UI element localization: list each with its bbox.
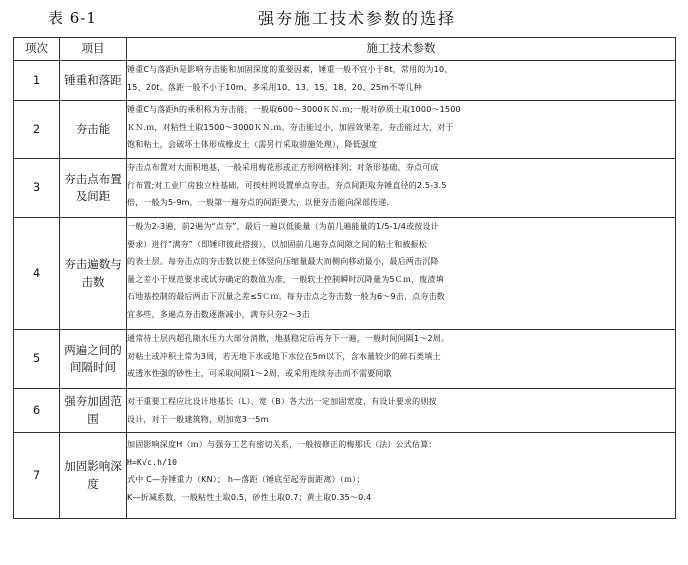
table-row [14, 389, 676, 433]
param-line: 饱和粘土，会破坏土体形成橡皮土（需另行采取措施处理），降低强度 [127, 140, 378, 149]
param-line: 15、20t。落距一般不小于10m，多采用10、13、15、18、20、25m不等几种 [127, 82, 422, 92]
table-number: 表 6-1 [48, 9, 97, 27]
param-line: 倍，一般为5-9m，一般第一遍夯点的间距要大，以便夯击能向深部传递. [127, 198, 390, 207]
row-params [127, 101, 676, 159]
row-params [127, 61, 676, 101]
table-row [14, 159, 676, 218]
param-line: 锤重C与落距h的乘积称为夯击能，一般取600～3000ＫＮ.ｍ;一般对砂质土取1000～1500 [127, 105, 461, 114]
row-params [127, 218, 676, 330]
row-number: 5 [14, 330, 60, 389]
table-row [14, 330, 676, 389]
column-header-no: 项次 [14, 38, 60, 61]
param-line: 行布置;对工业厂房独立柱基础，可按柱网设置单点夯击，夯点间距取夯锤直径的2.5-3.5 [127, 180, 447, 190]
row-item: 夯击遍数与击数 [60, 218, 127, 330]
row-number: 4 [14, 218, 60, 330]
table-row [14, 218, 676, 330]
param-line: 锤重C与落距h是影响夯击能和加固深度的重要因素，锤重一般不宜小于8t，常用的为10、 [127, 65, 453, 74]
row-number: 3 [14, 159, 60, 218]
formula-line: H=K√c.h/10 [127, 457, 178, 467]
row-params [127, 330, 676, 389]
parameters-table [13, 37, 676, 519]
param-line: 通常待土层内超孔隙水压力大部分消散，地基稳定后再夯下一遍，一般时间间隔1～2周。 [127, 334, 450, 343]
param-line: 设计，对于一般建筑物，则加宽3一5m [127, 414, 269, 424]
param-line: 一般为2-3遍，前2遍为“点夯”，最后一遍以低能量（为前几遍能量的1/5-1/4或按设计 [127, 222, 439, 231]
param-line: 式中 C—夯锤重力（KN）； h—落距（锤底至起夯面距离）（ｍ）； [127, 475, 365, 484]
param-line: 对于重要工程应比设计地基长（L）、宽（B）各大出一定加固宽度，有设计要求的则按 [127, 397, 437, 406]
row-item: 强夯加固范围 [60, 389, 127, 433]
param-line: 石地基控制的最后两击下沉量之差≤5Ｃｍ。每夯击点之夯击数一般为6～9击，点夯击数 [127, 292, 445, 301]
table-caption [0, 0, 688, 36]
param-line: 加固影响深度H（ｍ）与强夯工艺有密切关系，一般按修正的梅那氏（法）公式估算： [127, 440, 437, 449]
table-title: 强夯施工技术参数的选择 [258, 9, 457, 28]
table-row [14, 61, 676, 101]
row-params [127, 389, 676, 433]
param-line: 宜多些，多遍点夯击数逐渐减小，满夯只夯2～3击 [127, 309, 310, 319]
param-line: 对粘土或冲积土常为3周，若无地下水或地下水位在5m以下，含水量较少的碎石类填土 [127, 351, 441, 361]
row-item: 锤重和落距 [60, 61, 127, 101]
column-header-item: 项目 [60, 38, 127, 61]
param-line: 量之差小于规范要求或试夯确定的数值为准，一般软土控制瞬时沉降量为5Ｃｍ，废渣填 [127, 274, 444, 284]
param-line: 的表土层。每夯击点的夯击数以使土体竖向压缩量最大而侧向移动最小，最后两击沉降 [127, 257, 439, 266]
row-params [127, 433, 676, 519]
table-header-row [14, 38, 676, 61]
param-line: ＫＮ.ｍ，对粘性土取1500～3000ＫＮ.ｍ。夯击能过小，加固效果差，夯击能过大，对于 [127, 122, 454, 132]
row-number: 7 [14, 433, 60, 519]
param-line: K—折减系数，一般粘性土取0.5，砂性土取0.7；黄土取0.35～0.4 [127, 492, 372, 502]
param-line: 要求）进行“满夯”（即锤印彼此搭接），以加固前几遍夯点间隙之间的粘土和被振松 [127, 239, 427, 249]
row-number: 1 [14, 61, 60, 101]
row-item: 夯击能 [60, 101, 127, 159]
table-row [14, 101, 676, 159]
row-number: 2 [14, 101, 60, 159]
row-number: 6 [14, 389, 60, 433]
table-row [14, 433, 676, 519]
param-line: 夯击点布置对大面积地基，一般采用梅花形或正方形网格排列；对条形基础，夯点可成 [127, 163, 439, 172]
param-line: 或透水性强的砂性土，可采取间隔1～2周，或采用连续夯击而不需要间歇 [127, 369, 392, 378]
row-item: 两遍之间的间隔时间 [60, 330, 127, 389]
row-item: 夯击点布置及间距 [60, 159, 127, 218]
row-item: 加固影响深度 [60, 433, 127, 519]
row-params [127, 159, 676, 218]
column-header-params: 施工技术参数 [127, 38, 676, 61]
